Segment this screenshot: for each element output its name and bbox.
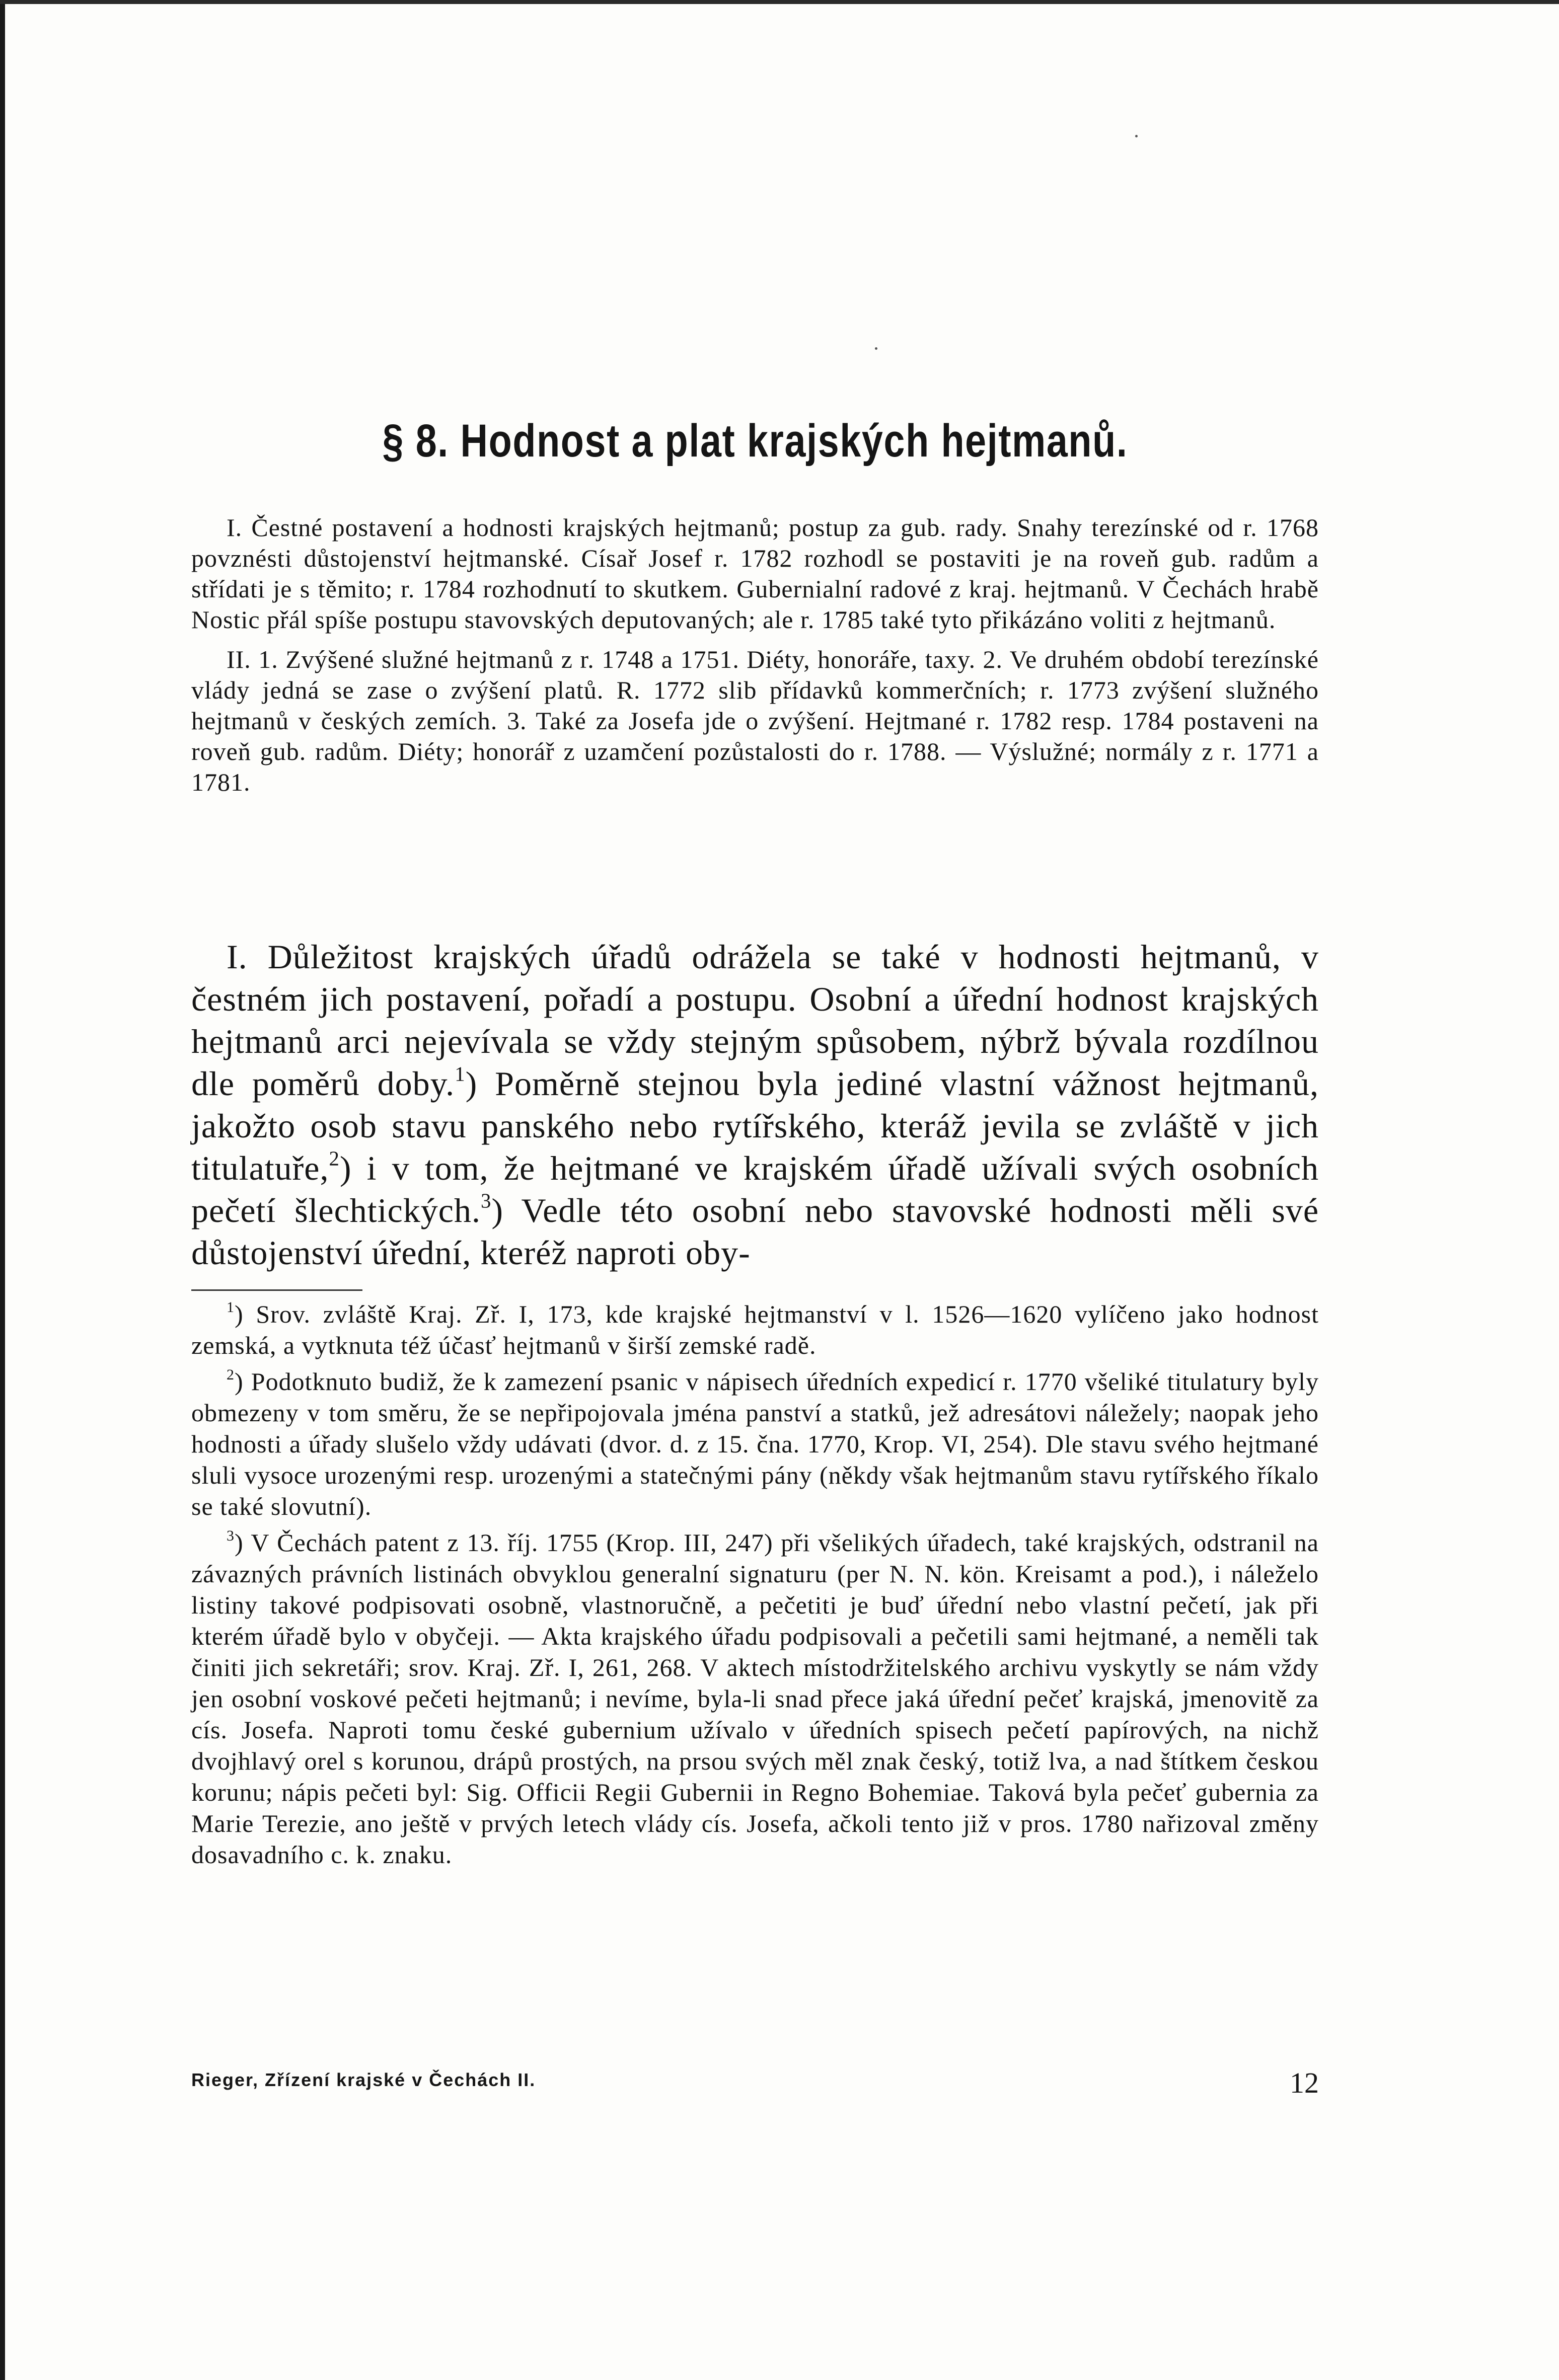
body-text-part: ) Poměrně stejnou byla jediné vlastní vážnost hejtmanů, jakožto osob stavu panského nebo rytířského, kteráž jevila se zvláště v jich titulatuře, (191, 1064, 1319, 1187)
summary-paragraph-1: I. Čestné postavení a hodnosti krajských hejtmanů; postup za gub. rady. Snahy terezínské od r. 1768 povznésti důstojenství hejtmanské. Císař Josef r. 1782 rozhodl se postaviti je na roveň gub. radům a střídati je s těmito; r. 1784 rozhodnutí to skutkem. Gubernialní radové z kraj. hejtmanů. V Čechách hrabě Nostic přál spíše postupu stavovských deputovaných; ale r. 1785 také tyto přikázáno voliti z hejtmanů. (191, 513, 1319, 634)
footnote-text: ) V Čechách patent z 13. říj. 1755 (Krop. III, 247) při všelikých úřadech, také krajských, odstranil na závazných právních listinách obvyklou generalní signaturu (per N. N. kön. Kreisamt a pod.), i náleželo listiny takové podpisovati osobně, vlastnoručně, a pečetiti je buď úřední nebo vlastní pečetí, jak při kterém úřadě bylo v obyčeji. — Akta krajského úřadu podpisovali a pečetili sami hejtmané, a neměli tak činiti jich sekretáři; srov. Kraj. Zř. I, 261, 268. V aktech místodržitelského archivu vyskytly se nám vždy jen osobní voskové pečeti hejtmanů; i nevíme, byla-li snad přece jaká úřední pečeť krajská, jmenovitě za cís. Josefa. Naproti tomu české gubernium užívalo v úředních spisech pečetí papírových, na nichž dvojhlavý orel s korunou, drápů prostých, na prsou svých měl znak český, totiž lva, a nad štítkem českou korunu; nápis pečeti byl: Sig. Officii Regii Gubernii in Regno Bohemiae. Taková byla pečeť gubernia za Marie Terezie, ano ještě v prvých letech vlády cís. Josefa, ačkoli tento již v pros. 1780 nařizoval změny dosavadního c. k. znaku. (191, 1528, 1319, 1869)
main-text (191, 936, 1319, 1274)
top-edge (0, 0, 1559, 4)
summary-paragraph-2: II. 1. Zvýšené služné hejtmanů z r. 1748 a 1751. Diéty, honoráře, taxy. 2. Ve druhém období terezínské vlády jedná se zase o zvýšení platů. R. 1772 slib přídavků kommerčních; r. 1773 zvýšení služného hejtmanů v českých zemích. 3. Také za Josefa jde o zvýšení. Hejtmané r. 1782 resp. 1784 postaveni na roveň gub. radům. Diéty; honorář z uzamčení pozůstalosti do r. 1788. — Výslužné; normály z r. 1771 a 1781. (191, 645, 1319, 796)
signature-line: Rieger, Zřízení krajské v Čechách II. (191, 2069, 536, 2090)
footnote-mark: 2 (227, 1366, 235, 1383)
footnote-text: ) Podotknuto budiž, že k zamezení psanic v nápisech úředních expedicí r. 1770 všeliké titulatury byly obmezeny v tom směru, že se nepřipojovala jména panství a statků, jež adresátovi náležely; naopak jeho hodnosti a úřady slušelo vždy udávati (dvor. d. z 15. čna. 1770, Krop. VI, 254). Dle stavu svého hejtmané sluli vysoce urozenými resp. urozenými a statečnými pány (někdy však hejtmanům stavu rytířského říkalo se také slovutní). (191, 1367, 1319, 1520)
body-paragraph (191, 936, 1319, 1274)
footnote-2 (191, 1366, 1319, 1522)
footnote-3 (191, 1527, 1319, 1870)
paper-speck (875, 347, 877, 350)
footnote-mark: 3 (227, 1527, 235, 1544)
paper-speck (1135, 135, 1138, 137)
footnote-text: ) Srov. zvláště Kraj. Zř. I, 173, kde krajské hejtmanství v l. 1526—1620 vylíčeno jako hodnost zemská, a vytknuta též účasť hejtmanů v širší zemské radě. (191, 1300, 1319, 1359)
section-summary (191, 512, 1319, 798)
body-text-part: ) i v tom, že hejtmané ve krajském úřadě užívali svých osobních pečetí šlechtických. (191, 1148, 1319, 1230)
footnotes (191, 1298, 1319, 1870)
page-number: 12 (1290, 2066, 1319, 2099)
footnote-ref-3: 3 (480, 1189, 492, 1212)
footnote-mark: 1 (227, 1299, 235, 1316)
footnote-1 (191, 1298, 1319, 1361)
body-text-part: ) Vedle této osobní nebo stavovské hodnosti měli své důstojenství úřední, kteréž naproti oby- (191, 1191, 1319, 1272)
footnote-rule (191, 1289, 362, 1291)
section-title: § 8. Hodnost a plat krajských hejtmanů. (382, 415, 1128, 467)
binding-edge (0, 0, 5, 2380)
footnote-ref-1: 1 (455, 1062, 466, 1086)
footnote-ref-2: 2 (329, 1147, 340, 1170)
body-text-part: I. Důležitost krajských úřadů odrážela se také v hodnosti hejtmanů, v čestném jich postavení, pořadí a postupu. Osobní a úřední hodnost krajských hejtmanů arci nejevívala se vždy stejným spůsobem, nýbrž bývala rozdílnou dle poměrů doby. (191, 938, 1319, 1103)
